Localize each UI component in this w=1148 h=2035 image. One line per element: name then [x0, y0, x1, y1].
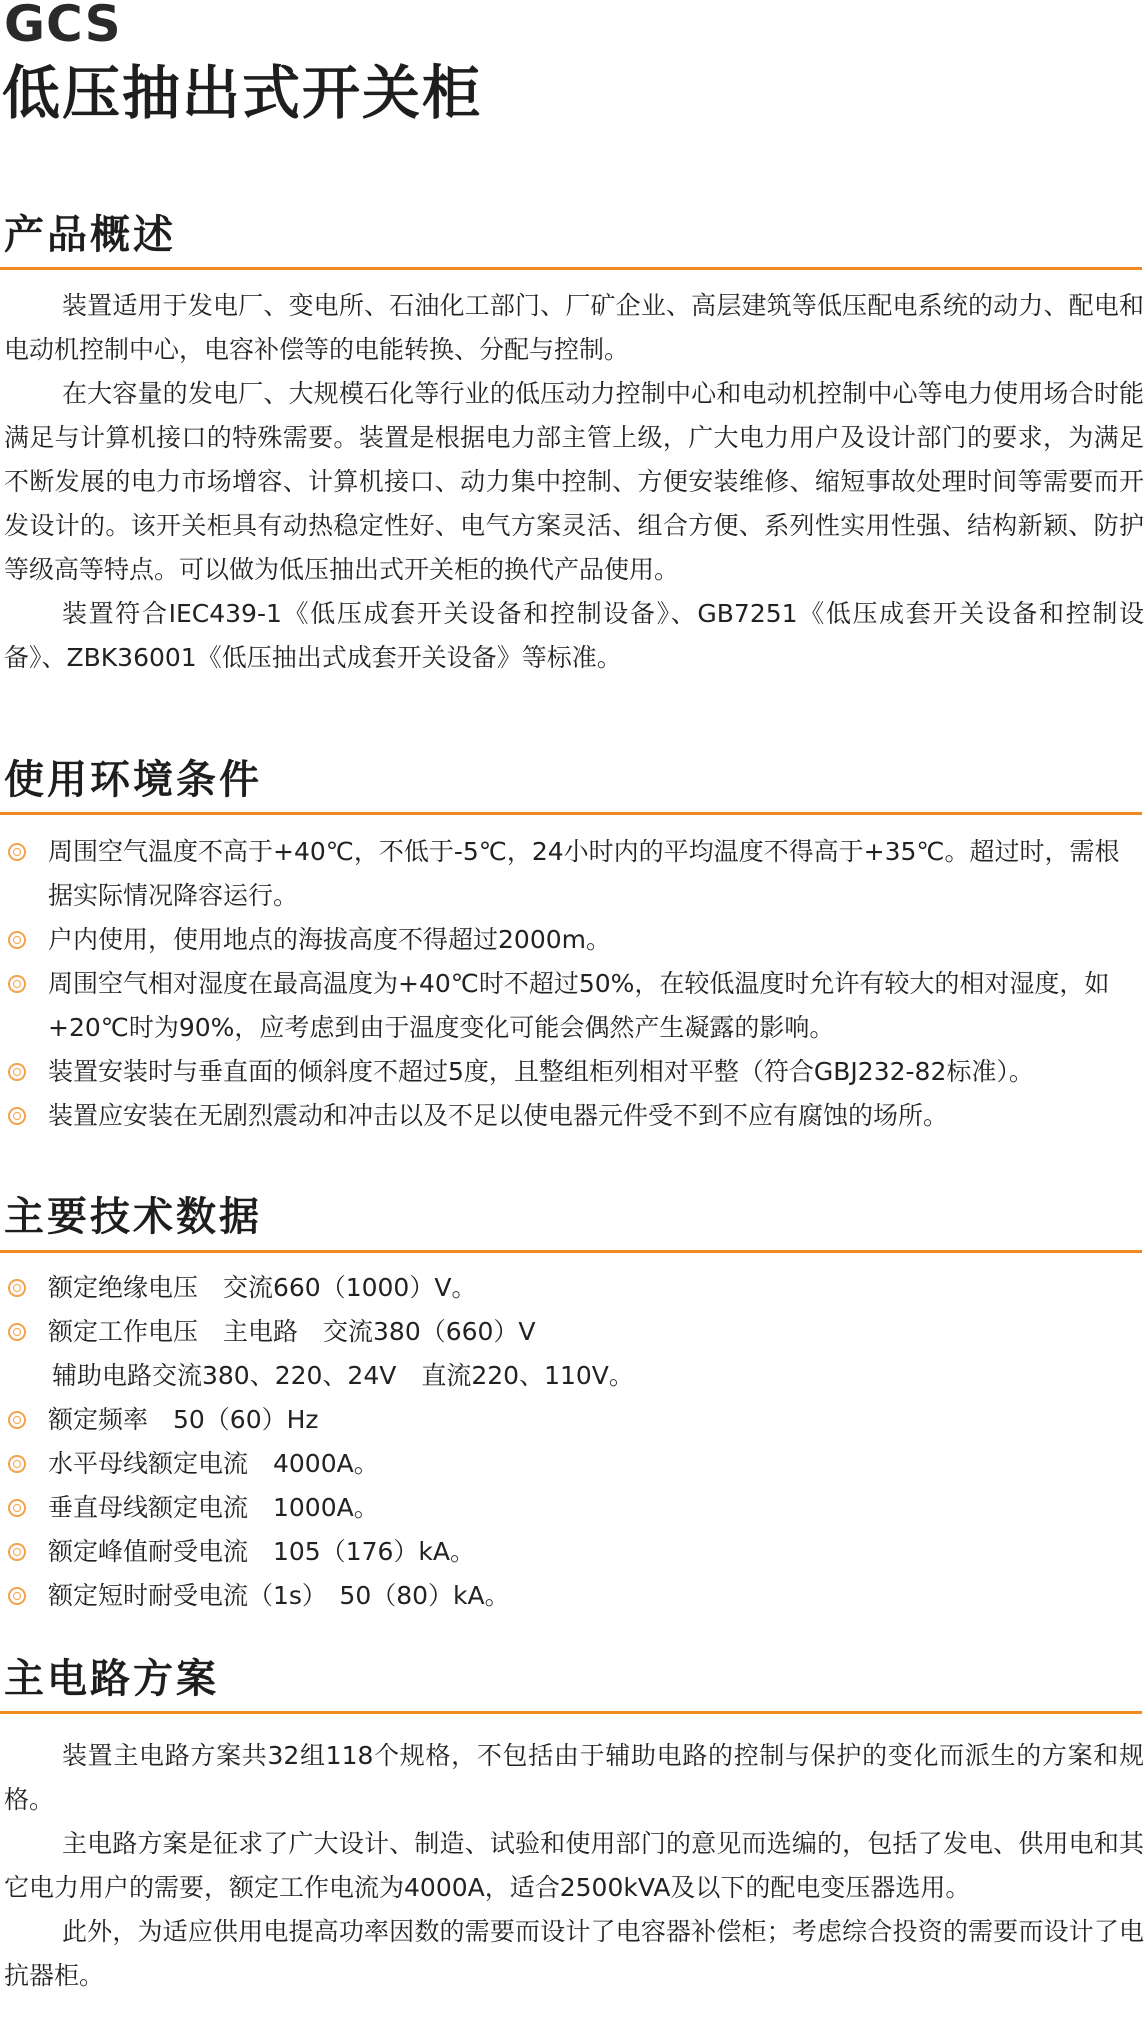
section-divider	[0, 267, 1142, 270]
section-heading-environment: 使用环境条件	[4, 757, 262, 803]
overview-paragraph: 在大容量的发电厂、大规模石化等行业的低压动力控制中心和电动机控制中心等电力使用场合时能满足与计算机接口的特殊需要。装置是根据电力部主管上级，广大电力用户及设计部门的要求，为满足不断发展的电力市场增容、计算机接口、动力集中控制、方便安装维修、缩短事故处理时间等需要而开发设计的。该开关柜具有动热稳定性好、电气方案灵活、组合方便、系列性实用性强、结构新颖、防护等级高等特点。可以做为低压抽出式开关柜的换代产品使用。	[4, 379, 1144, 584]
circuit-paragraph: 主电路方案是征求了广大设计、制造、试验和使用部门的意见而选编的，包括了发电、供用电和其它电力用户的需要，额定工作电流为4000A，适合2500kVA及以下的配电变压器选用。	[4, 1829, 1144, 1902]
list-item	[4, 962, 1144, 1050]
section-heading-circuit: 主电路方案	[4, 1656, 219, 1702]
bullet-icon	[8, 975, 26, 993]
list-item-text: 辅助电路交流380、220、24V 直流220、110V。	[52, 1361, 634, 1390]
list-item-text: 额定短时耐受电流（1s） 50（80）kA。	[48, 1581, 510, 1610]
bullet-icon	[8, 1279, 26, 1297]
section-divider	[0, 1711, 1142, 1714]
section-heading-overview: 产品概述	[4, 212, 176, 258]
overview-paragraph: 装置适用于发电厂、变电所、石油化工部门、厂矿企业、高层建筑等低压配电系统的动力、配电和电动机控制中心，电容补偿等的电能转换、分配与控制。	[4, 291, 1144, 364]
bullet-icon	[8, 1063, 26, 1081]
list-item	[4, 1442, 1144, 1486]
list-item-text: 周围空气温度不高于+40℃，不低于-5℃，24小时内的平均温度不得高于+35℃。超过时，需根据实际情况降容运行。	[48, 837, 1120, 910]
list-item-text: 户内使用，使用地点的海拔高度不得超过2000m。	[48, 925, 611, 954]
circuit-paragraph: 装置主电路方案共32组118个规格，不包括由于辅助电路的控制与保护的变化而派生的方案和规格。	[4, 1741, 1144, 1814]
bullet-icon	[8, 1107, 26, 1125]
bullet-icon	[8, 1543, 26, 1561]
list-item-text: 额定绝缘电压 交流660（1000）V。	[48, 1273, 477, 1302]
list-item	[4, 1530, 1144, 1574]
circuit-body	[4, 1734, 1144, 1998]
list-item-text: 装置应安装在无剧烈震动和冲击以及不足以使电器元件受不到不应有腐蚀的场所。	[48, 1101, 949, 1130]
list-item-text: 额定频率 50（60）Hz	[48, 1405, 319, 1434]
circuit-paragraph: 此外，为适应供用电提高功率因数的需要而设计了电容器补偿柜；考虑综合投资的需要而设计了电抗器柜。	[4, 1917, 1144, 1990]
environment-list	[4, 830, 1144, 1138]
section-divider	[0, 1250, 1142, 1253]
list-item-text: 周围空气相对湿度在最高温度为+40℃时不超过50%，在较低温度时允许有较大的相对湿度，如+20℃时为90%，应考虑到由于温度变化可能会偶然产生凝露的影响。	[48, 969, 1110, 1042]
list-item-continuation	[4, 1354, 1144, 1398]
list-item	[4, 830, 1144, 918]
page-title: 低压抽出式开关柜	[2, 59, 483, 127]
bullet-icon	[8, 1411, 26, 1429]
model-code: GCS	[4, 0, 122, 53]
list-item-text: 水平母线额定电流 4000A。	[48, 1449, 379, 1478]
list-item	[4, 1266, 1144, 1310]
list-item	[4, 1574, 1144, 1618]
bullet-icon	[8, 843, 26, 861]
list-item	[4, 918, 1144, 962]
list-item-text: 额定工作电压 主电路 交流380（660）V	[48, 1317, 536, 1346]
tech-list	[4, 1266, 1144, 1618]
bullet-icon	[8, 931, 26, 949]
bullet-icon	[8, 1587, 26, 1605]
section-divider	[0, 812, 1142, 815]
bullet-icon	[8, 1455, 26, 1473]
list-item	[4, 1310, 1144, 1354]
overview-paragraph: 装置符合IEC439-1《低压成套开关设备和控制设备》、GB7251《低压成套开关设备和控制设备》、ZBK36001《低压抽出式成套开关设备》等标准。	[4, 599, 1144, 672]
list-item-text: 额定峰值耐受电流 105（176）kA。	[48, 1537, 476, 1566]
list-item	[4, 1486, 1144, 1530]
section-heading-tech: 主要技术数据	[4, 1194, 262, 1240]
list-item	[4, 1094, 1144, 1138]
list-item	[4, 1050, 1144, 1094]
list-item-text: 装置安装时与垂直面的倾斜度不超过5度，且整组柜列相对平整（符合GBJ232-82标准）。	[48, 1057, 1034, 1086]
list-item-text: 垂直母线额定电流 1000A。	[48, 1493, 379, 1522]
bullet-icon	[8, 1499, 26, 1517]
list-item	[4, 1398, 1144, 1442]
bullet-icon	[8, 1323, 26, 1341]
overview-body	[4, 284, 1144, 680]
